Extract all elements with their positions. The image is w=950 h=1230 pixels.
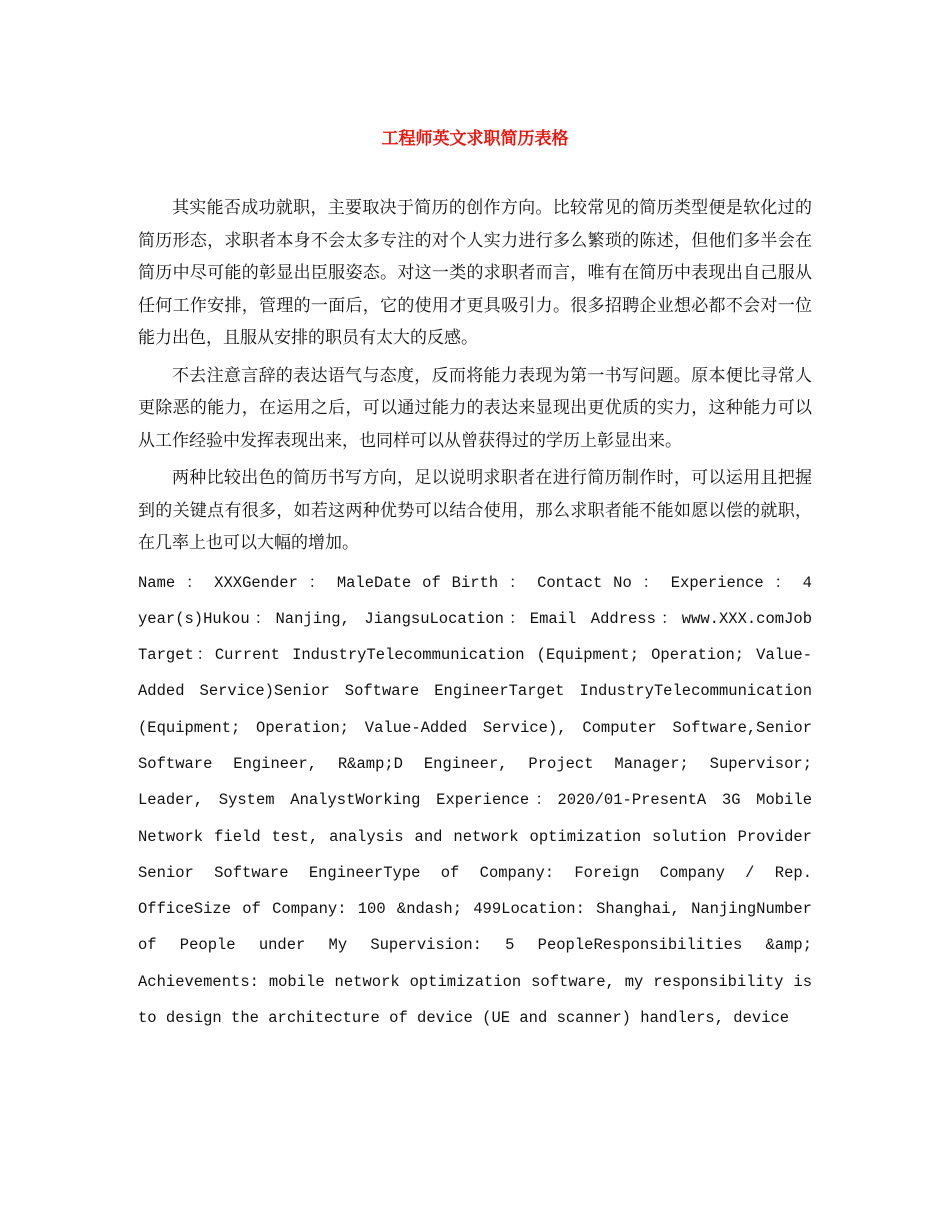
document-title: 工程师英文求职简历表格 [381, 129, 569, 149]
document-body [138, 192, 812, 1028]
paragraph-1: 其实能否成功就职，主要取决于简历的创作方向。比较常见的简历类型便是软化过的简历形态，求职者本身不会太多专注的对个人实力进行多么繁琐的陈述，但他们多半会在简历中尽可能的彰显出臣服姿态。对这一类的求职者而言，唯有在简历中表现出自己服从任何工作安排，管理的一面后，它的使用才更具吸引力。很多招聘企业想必都不会对一位能力出色，且服从安排的职员有太大的反感。 [138, 198, 812, 348]
paragraph-2: 不去注意言辞的表达语气与态度，反而将能力表现为第一书写问题。原本便比寻常人更除恶的能力，在运用之后，可以通过能力的表达来显现出更优质的实力，这种能力可以从工作经验中发挥表现出来，也同样可以从曾获得过的学历上彰显出来。 [138, 365, 812, 451]
resume-english-text: Name ： XXXGender ： MaleDate of Birth ： Contact No ： Experience ： 4 year(s)Hukou：Nanjing, JiangsuLocation：Email Address：www.XXX.comJob Target：Current IndustryTelecommunication (Equipment; Operation; Value-Added Service)Senior Software EngineerTarget IndustryTelecommunication (Equipment; Operation; Value-Added Service), Computer Software,Senior Software Engineer, R&amp;D Engineer, Project Manager; Supervisor; Leader, System AnalystWorking Experience：2020/01-PresentA 3G Mobile Network field test, analysis and network optimization solution Provider Senior Software EngineerType of Company: Foreign Company / Rep. OfficeSize of Company: 100 &ndash; 499Location: Shanghai, NanjingNumber of People under My Supervision: 5 PeopleResponsibilities &amp; Achievements: mobile network optimization software, my responsibility is to design the architecture of device (UE and scanner) handlers, device [138, 573, 812, 1028]
paragraph-3: 两种比较出色的简历书写方向，足以说明求职者在进行简历制作时，可以运用且把握到的关键点有很多，如若这两种优势可以结合使用，那么求职者能不能如愿以偿的就职，在几率上也可以大幅的增加。 [138, 468, 812, 553]
